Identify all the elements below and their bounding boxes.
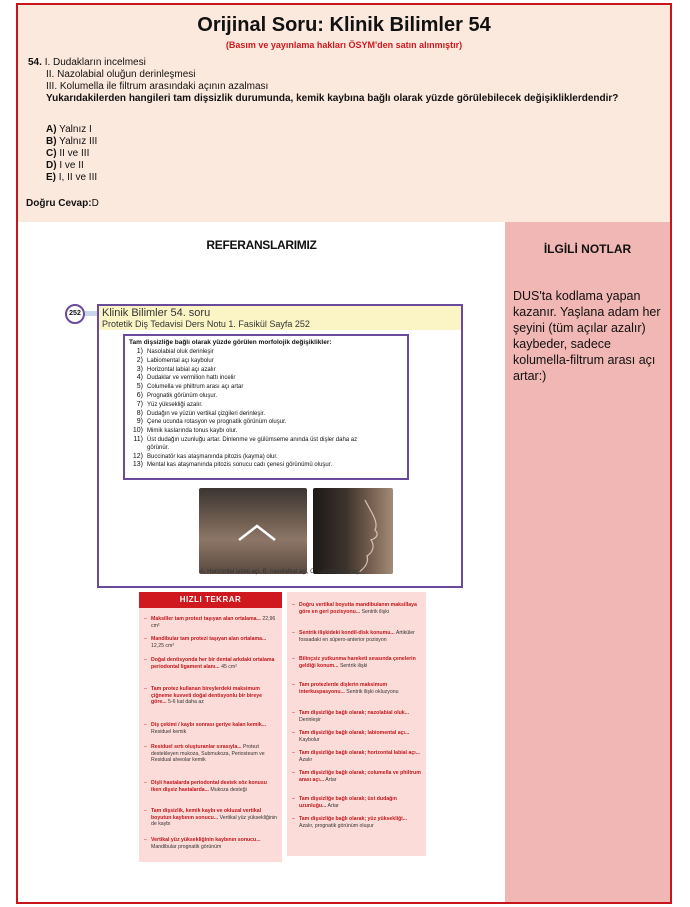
list-item: – Residuel sırtı oluşturanlar sırasıyla... Protezi destekleyen mukoza, Submukoza, Periosteum ve Residual alveolar kemik <box>151 744 277 764</box>
quick-review-title: HIZLI TEKRAR <box>139 592 282 608</box>
list-item: – Mandibular tam protezi taşıyan alan ortalama... 12,25 cm² <box>151 636 277 649</box>
reference-header <box>99 306 461 330</box>
option-c[interactable]: C) II ve III <box>46 148 90 159</box>
list-item: 13) Mental kas ataşmanında pitozis sonucu cadı çenesi görünümü oluşur. <box>132 461 333 469</box>
list-item: – Tam protez kullanan bireylerdeki maksimum çiğneme kuvveti doğal dentisyonlu bir bireye göre... 5-6 kat daha az <box>151 686 277 706</box>
list-item: 12) Buccinatör kas ataşmanında pitozis (kayma) olur. <box>132 452 278 460</box>
photo-caption: A: Horizontal labial açı, B: nasolabial açı, C: Labiomental açı <box>199 569 361 575</box>
question-stem: Yukarıdakilerden hangileri tam dişsizlik durumunda, kemik kaybına bağlı olarak yüzde görülebilecek değişikliklerdendir? <box>46 93 619 104</box>
list-item: görünür. <box>147 444 170 451</box>
copyright-note: (Basım ve yayınlama hakları ÖSYM'den satın alınmıştır) <box>225 40 463 50</box>
page-badge: 252 <box>65 304 85 324</box>
list-item: 4) Dudaklar ve vermilion hattı incelir <box>136 374 236 382</box>
list-item: – Doğal dentisyonda her bir dental arkdaki ortalama periodontal ligament alanı... 45 cm² <box>151 657 277 670</box>
page-title: Orijinal Soru: Klinik Bilimler 54 <box>197 14 491 36</box>
list-item: 2) Labiomental açı kaybolur <box>136 356 214 364</box>
correct-answer: Doğru Cevap:D <box>26 198 99 209</box>
list-item: – Tam dişsizliğe bağlı olarak; nazolabial oluk... Derinleşir <box>299 710 421 723</box>
question-item-3: III. Kolumella ile filtrum arasındaki açının azalması <box>46 81 269 92</box>
list-item: 5) Columella ve philtrum arası açı artar <box>136 383 244 391</box>
list-item: – Tam dişsizliğe bağlı olarak; columella ve philtrum arası açı... Artar <box>299 770 421 783</box>
list-item: – Dişli hastalarda periodontal destek söz konusu iken dişsiz hastalarda... Mukoza desteği <box>151 780 277 793</box>
references-title: REFERANSLARIMIZ <box>206 238 317 252</box>
morphology-list-heading: Tam dişsizliğe bağlı olarak yüzde görülen morfolojik değişiklikler: <box>129 339 332 346</box>
list-item: 1) Nasolabial oluk derinleşir <box>136 348 214 355</box>
list-item: – Tam dişsizlik, kemik kaybı ve okluzal vertikal boyutun kaybının sonucu... Vertikal yüz yüksekliğinin de kaybı <box>151 808 277 828</box>
notes-panel <box>505 222 670 902</box>
option-d[interactable]: D) I ve II <box>46 160 84 171</box>
question-item-1: 54. I. Dudakların incelmesi <box>28 57 146 68</box>
profile-outline-icon <box>313 488 393 574</box>
list-item: – Tam dişsizliğe bağlı olarak; yüz yüksekliği... Azalır, prognatik görünüm oluşur <box>299 816 421 829</box>
quick-review-column-1 <box>139 592 282 862</box>
list-item: 10) Mimik kaslarında tonus kaybı olur. <box>132 427 238 435</box>
notes-text: DUS'ta kodlama yapan kazanır. Yaşlana adam her şeyini (tüm açılar azalır) kaybeder, sadece kolumella-filtrum arası açı artar:) <box>513 289 661 383</box>
morphology-list <box>123 334 409 480</box>
face-photo-profile <box>313 488 393 574</box>
page-frame <box>16 3 672 904</box>
quick-review <box>139 592 549 862</box>
list-item: – Tam protezlerde dişlerin maksimum interkuspasyonu... Sentrik ilişki okluzyonu <box>299 682 421 695</box>
list-item: 6) Prognatik görünüm oluşur. <box>136 391 218 399</box>
quick-review-column-2 <box>287 592 426 856</box>
reference-source: Protetik Diş Tedavisi Ders Notu 1. Fasikül Sayfa 252 <box>102 319 310 329</box>
question-panel <box>18 5 670 222</box>
list-item: – Sentrik ilişkideki kondil-disk konumu... Artiküler fossadaki en süpero-anterior pozisyon <box>299 630 421 643</box>
option-a[interactable]: A) Yalnız I <box>46 124 92 135</box>
option-b[interactable]: B) Yalnız III <box>46 136 98 147</box>
list-item: – Tam dişsizliğe bağlı olarak; horizontal labial açı... Azalır <box>299 750 421 763</box>
references-panel <box>18 222 505 902</box>
list-item: – Vertikal yüz yüksekliğinin kaybının sonucu... Mandibular prognatik görünüm <box>151 837 277 850</box>
list-item: – Diş çekimi / kaybı sonrası geriye kalan kemik... Residuel kemik <box>151 722 277 735</box>
list-item: 7) Yüz yüksekliği azalır. <box>136 400 203 408</box>
list-item: – Bilinçsiz yutkunma hareketi sırasında çenelerin geldiği konum... Sentrik ilişki <box>299 656 421 669</box>
reference-card <box>97 304 463 588</box>
reference-title: Klinik Bilimler 54. soru <box>102 307 211 319</box>
option-e[interactable]: E) I, II ve III <box>46 172 98 183</box>
face-photo-frontal <box>199 488 307 574</box>
angle-lines-icon <box>199 488 307 574</box>
question-item-2: II. Nazolabial oluğun derinleşmesi <box>46 69 196 80</box>
list-item: – Tam dişsizliğe bağlı olarak; üst dudağın uzunluğu... Artar <box>299 796 421 809</box>
list-item: 11) Üst dudağın uzunluğu artar. Dinlenme ve gülümseme anında üst dişler daha az <box>133 435 358 443</box>
notes-title: İLGİLİ NOTLAR <box>543 242 632 256</box>
list-item: 9) Çene ucunda rotasyon ve prognatik görünüm oluşur. <box>136 418 287 426</box>
list-item: – Tam dişsizliğe bağlı olarak; labiomental açı... Kaybolur <box>299 730 421 743</box>
list-item: 3) Horizontal labial açı azalır <box>136 365 216 373</box>
list-item: 8) Dudağın ve yüzün vertikal çizgileri derinleşir. <box>136 409 266 417</box>
list-item: – Maksiller tam protezi taşıyan alan ortalama... 22,96 cm² <box>151 616 277 629</box>
list-item: – Doğru vertikal boyutta mandibulanın maksillaya göre en geri pozisyonu... Sentrik ilişki <box>299 602 421 615</box>
